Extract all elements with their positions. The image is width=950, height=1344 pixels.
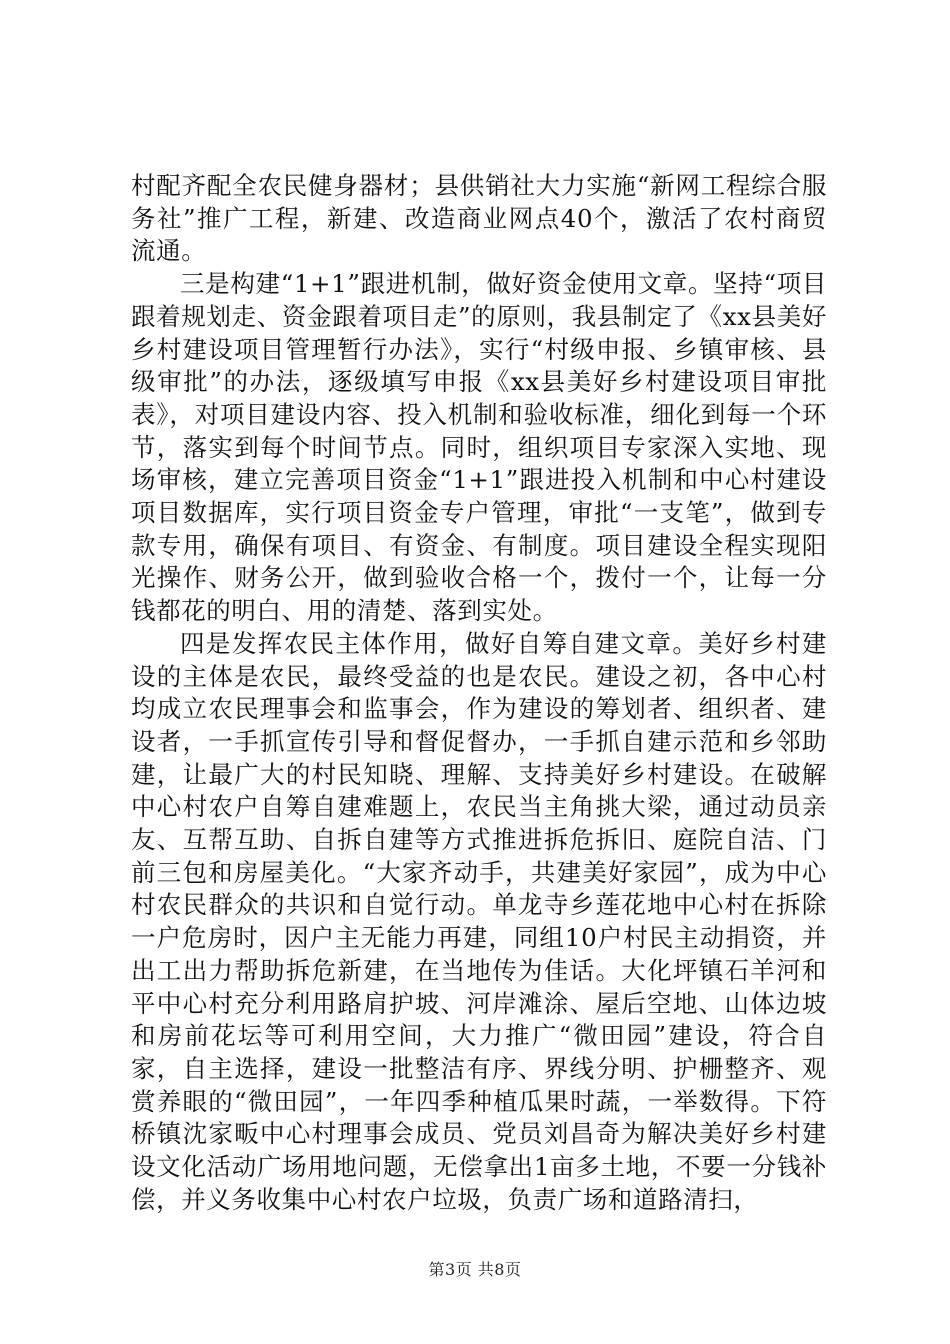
paragraph-2: 三是构建“1+1”跟进机制，做好资金使用文章。坚持“项目跟着规划走、资金跟着项目走”的原则，我县制定了《xx县美好乡村建设项目管理暂行办法》，实行“村级申报、乡镇审核、县级审批”的办法，逐级填写申报《xx县美好乡村建设项目审批表》，对项目建设内容、投入机制和验收标准，细化到每一个环节，落实到每个时间节点。同时，组织项目专家深入实地、现场审核，建立完善项目资金“1+1”跟进投入机制和中心村建设项目数据库，实行项目资金专户管理，审批“一支笔”，做到专款专用，确保有项目、有资金、有制度。项目建设全程实现阳光操作、财务公开，做到验收合格一个，拨付一个，让每一分钱都花的明白、用的清楚、落到实处。 bbox=[131, 269, 827, 626]
page-number-footer: 第3页 共8页 bbox=[428, 1260, 522, 1279]
paragraph-3: 四是发挥农民主体作用，做好自筹自建文章。美好乡村建设的主体是农民，最终受益的也是农民。建设之初，各中心村均成立农民理事会和监事会，作为建设的筹划者、组织者、建设者，一手抓宣传引导和督促督办，一手抓自建示范和乡邻助建，让最广大的村民知晓、理解、支持美好乡村建设。在破解中心村农户自筹自建难题上，农民当主角挑大梁，通过动员亲友、互帮互助、自拆自建等方式推进拆危拆旧、庭院自洁、门前三包和房屋美化。“大家齐动手，共建美好家园”，成为中心村农民群众的共识和自觉行动。单龙寺乡莲花地中心村在拆除一户危房时，因户主无能力再建，同组10户村民主动捐资，并出工出力帮助拆危新建，在当地传为佳话。大化坪镇石羊河和平中心村充分利用路肩护坡、河岸滩涂、屋后空地、山体边坡和房前花坛等可利用空间，大力推广“微田园”建设，符合自家，自主选择，建设一批整洁有序、界线分明、护栅整齐、观赏养眼的“微田园”，一年四季种植瓜果时蔬，一举数得。下符桥镇沈家畈中心村理事会成员、党员刘昌奇为解决美好乡村建设文化活动广场用地问题，无偿拿出1亩多土地，不要一分钱补偿，并义务收集中心村农户垃圾，负责广场和道路清扫， bbox=[131, 628, 827, 1214]
document-body bbox=[131, 170, 827, 1217]
paragraph-1: 村配齐配全农民健身器材；县供销社大力实施“新网工程综合服务社”推广工程，新建、改造商业网点40个，激活了农村商贸流通。 bbox=[131, 171, 827, 266]
